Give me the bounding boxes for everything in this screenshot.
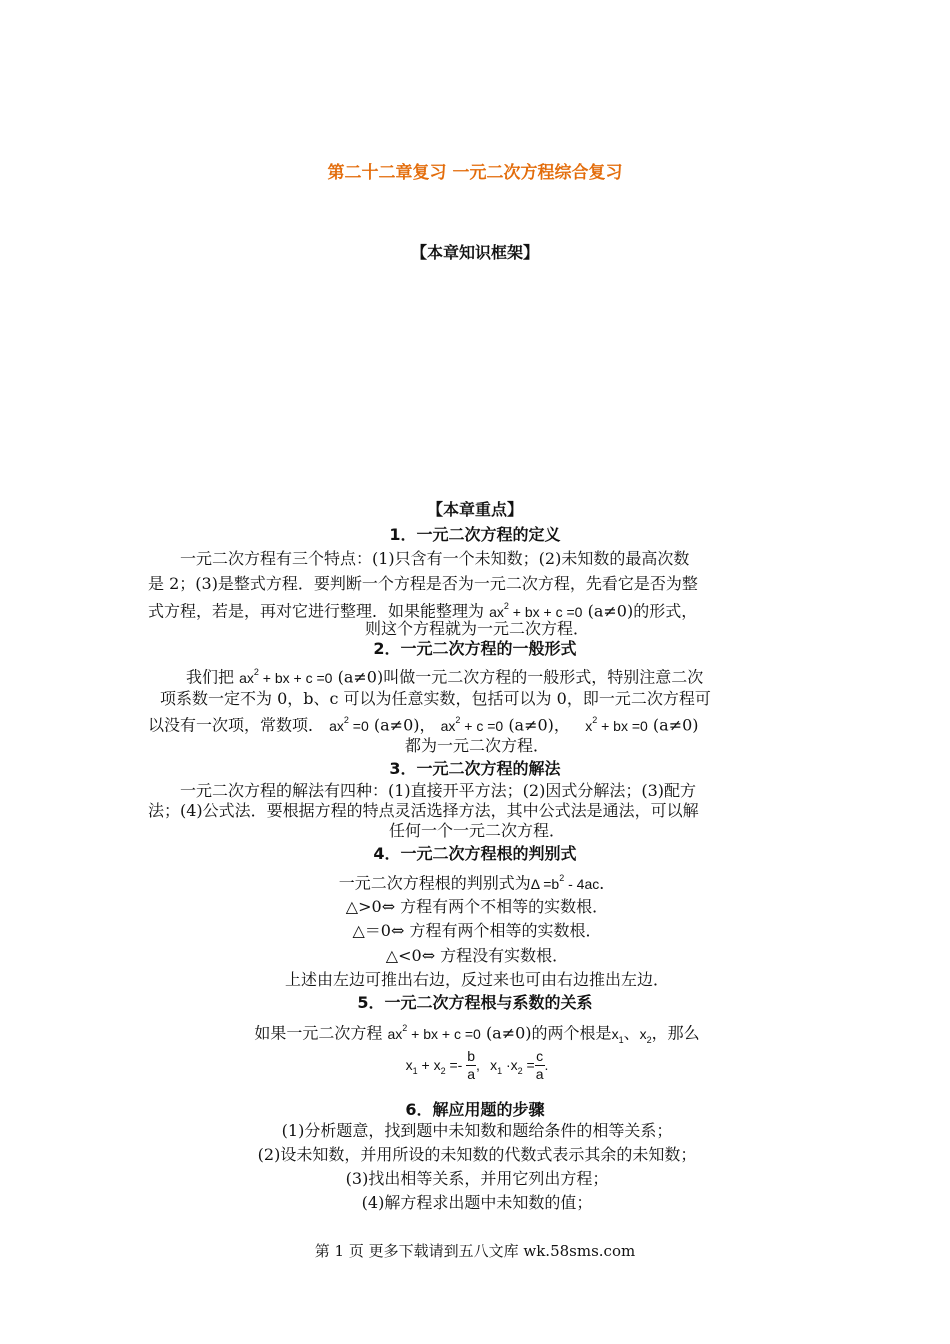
text-span: (a≠0)的形式，: [587, 601, 698, 621]
general-form-equation: $ax^2$ + bx + c =0: [387, 1023, 481, 1042]
text-span: (a≠0)，: [508, 715, 570, 735]
text-span: 以没有一次项，常数项．: [148, 715, 325, 735]
section-5-heading: 5．一元二次方程根与系数的关系: [357, 993, 593, 1012]
framework-heading: 【本章知识框架】: [410, 243, 539, 262]
section-2-line-2: 项系数一定不为 0，b、c 可以为任意实数，包括可以为 0，即一元二次方程可: [160, 689, 711, 708]
section-4-heading: 4．一元二次方程根的判别式: [373, 844, 577, 863]
section-6-heading: 6．解应用题的步骤: [405, 1100, 545, 1119]
step-2: (2)设未知数，并用所设的未知数的代数式表示其余的未知数；: [257, 1145, 697, 1164]
text-span: ,: [476, 1057, 480, 1073]
text-span: (a≠0)的两个根是: [485, 1023, 612, 1043]
text-span: (a≠0)叫做一元二次方程的一般形式，特别注意二次: [337, 667, 704, 687]
key-points-heading: 【本章重点】: [426, 500, 523, 519]
text-span: 如果一元二次方程: [254, 1023, 383, 1043]
text-span: ，那么: [651, 1023, 700, 1043]
page-title: 第二十二章复习 一元二次方程综合复习: [327, 163, 623, 183]
text-span: (a≠0): [652, 715, 699, 735]
vieta-formulas: [148, 1044, 806, 1092]
discriminant-note: 上述由左边可推出右边，反过来也可由右边推出左边．: [284, 970, 669, 989]
section-3-line-2: 法；(4)公式法．要根据方程的特点灵活选择方法，其中公式法是通法，可以解: [148, 801, 699, 820]
general-form-equation: $ax^2$ + bx + c =0: [239, 667, 333, 686]
section-3-line-3: 任何一个一元二次方程．: [388, 821, 565, 840]
fraction-b-over-a: $\frac{b}{a}$: [467, 1048, 475, 1082]
text-span: 一元二次方程根的判别式为: [338, 873, 531, 893]
section-3-heading: 3．一元二次方程的解法: [389, 759, 561, 778]
equation-ax2-c-eq-0: $ax^2 + c =0$: [440, 715, 504, 734]
product-of-roots: $x_1 \cdot x_2$ =: [490, 1057, 535, 1076]
root-x1: $x_1$: [611, 1025, 624, 1045]
text-span: (a≠0)，: [373, 715, 436, 735]
general-form-equation: $ax^2$ + bx + c =0: [489, 601, 583, 620]
discriminant-positive: △>0⇔ 方程有两个不相等的实数根．: [345, 897, 609, 916]
page-footer: 第 1 页 更多下载请到五八文库 wk.58sms.com: [314, 1242, 636, 1260]
equation-ax2-eq-0: $ax^2 =0$: [329, 715, 369, 734]
section-1-line-4: 则这个方程就为一元二次方程．: [364, 619, 589, 638]
text-span: .: [544, 1057, 549, 1073]
fraction-c-over-a: $\frac{c}{a}$: [535, 1048, 544, 1082]
discriminant-zero: △＝0⇔ 方程有两个相等的实数根．: [352, 921, 602, 940]
root-x2: $x_2$: [639, 1025, 652, 1045]
discriminant-formula: $\Delta =b^2 - 4ac$: [530, 873, 600, 892]
step-1: (1)分析题意，找到题中未知数和题给条件的相等关系；: [281, 1121, 673, 1140]
step-3: (3)找出相等关系，并用它列出方程；: [345, 1169, 609, 1188]
text-span: 我们把: [186, 667, 235, 687]
step-4: (4)解方程求出题中未知数的值；: [361, 1193, 593, 1212]
equation-x2-bx-eq-0: $x^2$ + bx =0: [585, 715, 648, 734]
sum-of-roots: $x_1 + x_2$ =-: [405, 1057, 467, 1076]
section-2-line-4: 都为一元二次方程．: [404, 736, 549, 755]
section-2-heading: 2．一元二次方程的一般形式: [373, 639, 577, 658]
section-1-heading: 1．一元二次方程的定义: [389, 525, 561, 544]
section-1-line-2: 是 2；(3)是整式方程．要判断一个方程是否为一元二次方程，先看它是否为整: [148, 574, 698, 593]
text-span: 式方程，若是，再对它进行整理．如果能整理为: [148, 601, 485, 621]
text-span: ．: [599, 873, 616, 893]
section-1-line-1: 一元二次方程有三个特点：(1)只含有一个未知数；(2)未知数的最高次数: [180, 549, 690, 568]
discriminant-formula-line: [148, 868, 806, 897]
discriminant-negative: △<0⇔ 方程没有实数根．: [385, 946, 569, 965]
text-span: 、: [623, 1023, 640, 1043]
section-3-line-1: 一元二次方程的解法有四种：(1)直接开平方法；(2)因式分解法；(3)配方: [180, 781, 696, 800]
